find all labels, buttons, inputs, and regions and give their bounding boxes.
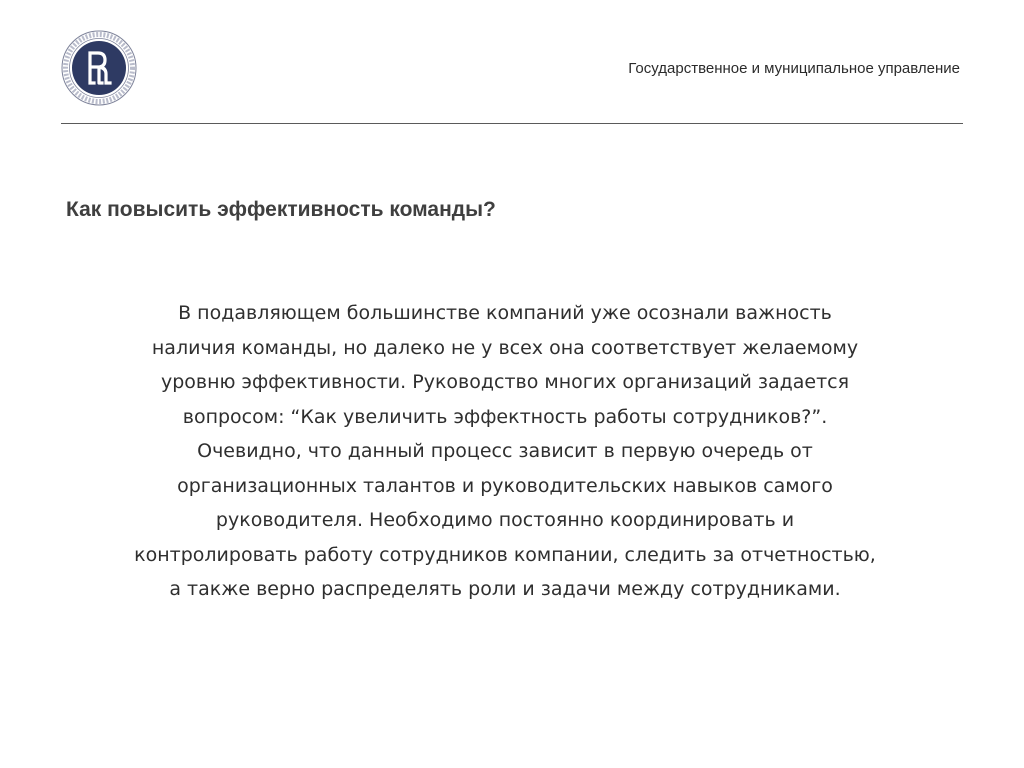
- body-line: организационных талантов и руководительских навыков самого: [177, 474, 833, 497]
- body-line: контролировать работу сотрудников компании, следить за отчетностью,: [134, 543, 876, 566]
- body-line: Очевидно, что данный процесс зависит в первую очередь от: [197, 440, 813, 462]
- slide-body-text: [52, 296, 958, 607]
- body-line: уровню эффективности. Руководство многих организаций задается: [160, 371, 850, 393]
- body-line: вопросом: “Как увеличить эффектность работы сотрудников?”.: [182, 405, 828, 428]
- body-line: В подавляющем большинстве компаний уже осознали важность: [178, 302, 832, 324]
- body-line: а также верно распределять роли и задачи между сотрудниками.: [169, 578, 841, 600]
- university-emblem-icon: [61, 30, 137, 106]
- body-line: наличия команды, но далеко не у всех она соответствует желаемому: [151, 336, 859, 359]
- header-subtitle: Государственное и муниципальное управление: [628, 60, 960, 77]
- body-line: руководителя. Необходимо постоянно координировать и: [215, 509, 795, 531]
- header-divider: [61, 123, 963, 124]
- slide-title: Как повысить эффективность команды?: [66, 198, 496, 221]
